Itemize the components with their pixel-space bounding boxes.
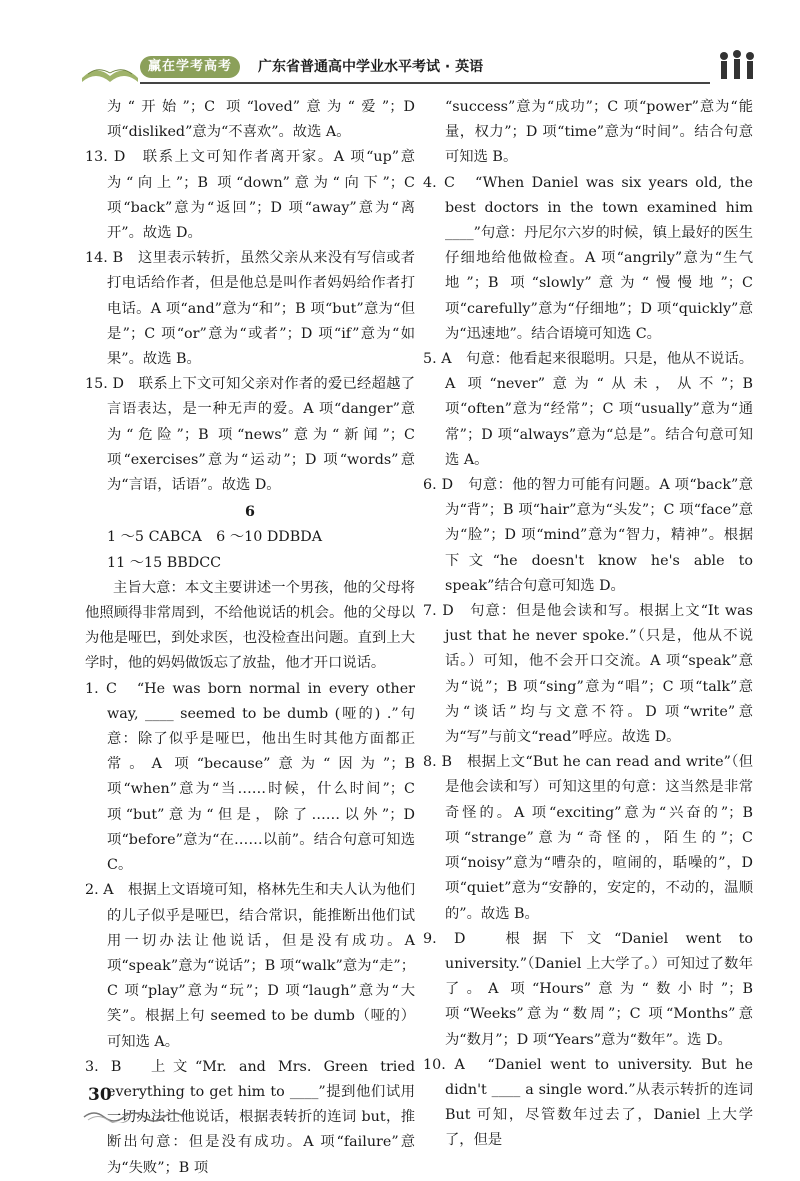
answer-item-4: 4. C “When Daniel was six years old, the best doctors in the town examined him ____”句意：丹尼尔六岁的时候，镇上最好的医生仔细地给他做检查。A 项“angrily”意为“生气地”；B 项“slowly”意为“慢慢地”；C 项“carefully”意为“仔细地”；D 项“quickly”意为“迅速地”。结合语境可知选 C。: [423, 174, 753, 342]
answer-item-3: 3. B 上文“Mr. and Mrs. Green tried everything to get him to ____”提到他们试用一切办法让他说话，根据表转折的连词 but，推断出句意：但是没有成功。A 项“failure”意为“失败”；B 项: [85, 1058, 415, 1176]
answer-key-line: 1 ～5 CABCA 6 ～10 DDBDA: [107, 529, 323, 546]
main-idea-paragraph: 主旨大意：本文主要讲述一个男孩，他的父母将他照顾得非常周到，不给他说话的机会。他的父母以为他是哑巴，到处求医，也没检查出问题。直到上大学时，他的妈妈做饭忘了放盐，他才开口说话。: [85, 579, 415, 672]
answer-item-8: 8. B 根据上文“But he can read and write”（但是他会读和写）可知这里的句意：这当然是非常奇怪的。A 项“exciting”意为“兴奋的”；B 项“strange”意为“奇怪的，陌生的”；C 项“noisy”意为“嘈杂的，喧闹的，聒噪的”，D 项“quiet”意为“安静的，安定的，不动的，温顺的”。故选 B。: [423, 754, 753, 922]
text-block: 为“开始”；C 项“loved”意为“爱”；D 项“disliked”意为“不喜欢”。故选 A。: [107, 99, 415, 141]
right-column: [423, 95, 753, 1154]
wave-ornament-icon: [82, 1107, 192, 1123]
left-column: [85, 95, 415, 1181]
answer-item-7: 7. D 句意：但是他会读和写。根据上文“It was just that he never spoke.”（只是，他从不说话。）可知，他不会开口交流。A 项“speak”意为“说”；B 项“sing”意为“唱”；C 项“talk”意为“谈话”均与文意不符。D 项“write”意为“写”与前文“read”呼应。故选 D。: [423, 603, 753, 746]
answer-item-5: 5. A 句意：他看起来很聪明。只是，他从不说话。A 项“never”意为“从未，从不”；B 项“often”意为“经常”；C 项“usually”意为“通常”；D 项“always”意为“总是”。结合句意可知选 A。: [423, 351, 753, 468]
answer-item-15: 15. D 联系上下文可知父亲对作者的爱已经超越了言语表达，是一种无声的爱。A 项“danger”意为“危险”；B 项“news”意为“新闻”；C 项“exercises”意为“运动”；D 项“words”意为“言语，话语”。故选 D。: [85, 376, 415, 494]
people-icon: [712, 48, 762, 84]
answer-item-14: 14. B 这里表示转折，虽然父亲从来没有写信或者打电话给作者，但是他总是叫作者妈妈给作者打电话。A 项“and”意为“和”；B 项“but”意为“但是”；C 项“or”意为“或者”；D 项“if”意为“如果”。故选 B。: [85, 250, 415, 368]
answer-key-line: 11 ～15 BBDCC: [107, 554, 222, 571]
answer-item-10: 10. A “Daniel went to university. But he didn't ____ a single word.”从表示转折的连词 But 可知，尽管数年过去了，Daniel 上大学了，但是: [423, 1056, 753, 1149]
header-rule: [140, 82, 710, 84]
series-title: 广东省普通高中学业水平考试 · 英语: [258, 59, 484, 75]
text-block: “success”意为“成功”；C 项“power”意为“能量，权力”；D 项“time”意为“时间”。结合句意可知选 B。: [445, 99, 753, 166]
open-book-icon: [80, 54, 140, 84]
brand-badge: 赢在学考高考: [140, 56, 240, 78]
answer-item-13: 13. D 联系上文可知作者离开家。A 项“up”意为“向上”；B 项“down”意为“向下”；C 项“back”意为“返回”；D 项“away”意为“离开”。故选 D。: [85, 149, 415, 242]
answer-item-6: 6. D 句意：他的智力可能有问题。A 项“back”意为“背”；B 项“hair”意为“头发”；C 项“face”意为“脸”；D 项“mind”意为“智力，精神”。根据下文“he doesn't know he's able to speak”结合句意可知选 D。: [423, 477, 753, 594]
page-header: [80, 48, 760, 86]
answer-item-1: 1. C “He was born normal in every other way, ____ seemed to be dumb (哑的) .”句意：除了似乎是哑巴，他出生时其他方面都正常。A 项“because”意为“因为”；B 项“when”意为“当……时候，什么时间”；C 项“but”意为“但是，除了……以外”；D 项“before”意为“在……以前”。结合句意可知选 C。: [85, 680, 415, 874]
section-number: 6: [245, 504, 255, 521]
answer-item-9: 9. D 根据下文“Daniel went to university.”（Daniel 上大学了。）可知过了数年了。A 项“Hours”意为“数小时”；B 项“Weeks”意为“数周”；C 项“Months”意为“数月”；D 项“Years”意为“数年”。选 D。: [423, 930, 753, 1048]
page-footer: [82, 1085, 202, 1125]
answer-item-2: 2. A 根据上文语境可知，格林先生和夫人认为他们的儿子似乎是哑巴，结合常识，能推断出他们试用一切办法让他说话，但是没有成功。A 项“speak”意为“说话”；B 项“walk”意为“走”；C 项“play”意为“玩”；D 项“laugh”意为“大笑”。根据上句 seemed to be dumb（哑的）可知选 A。: [85, 882, 415, 1050]
page-number: 30: [88, 1085, 112, 1105]
